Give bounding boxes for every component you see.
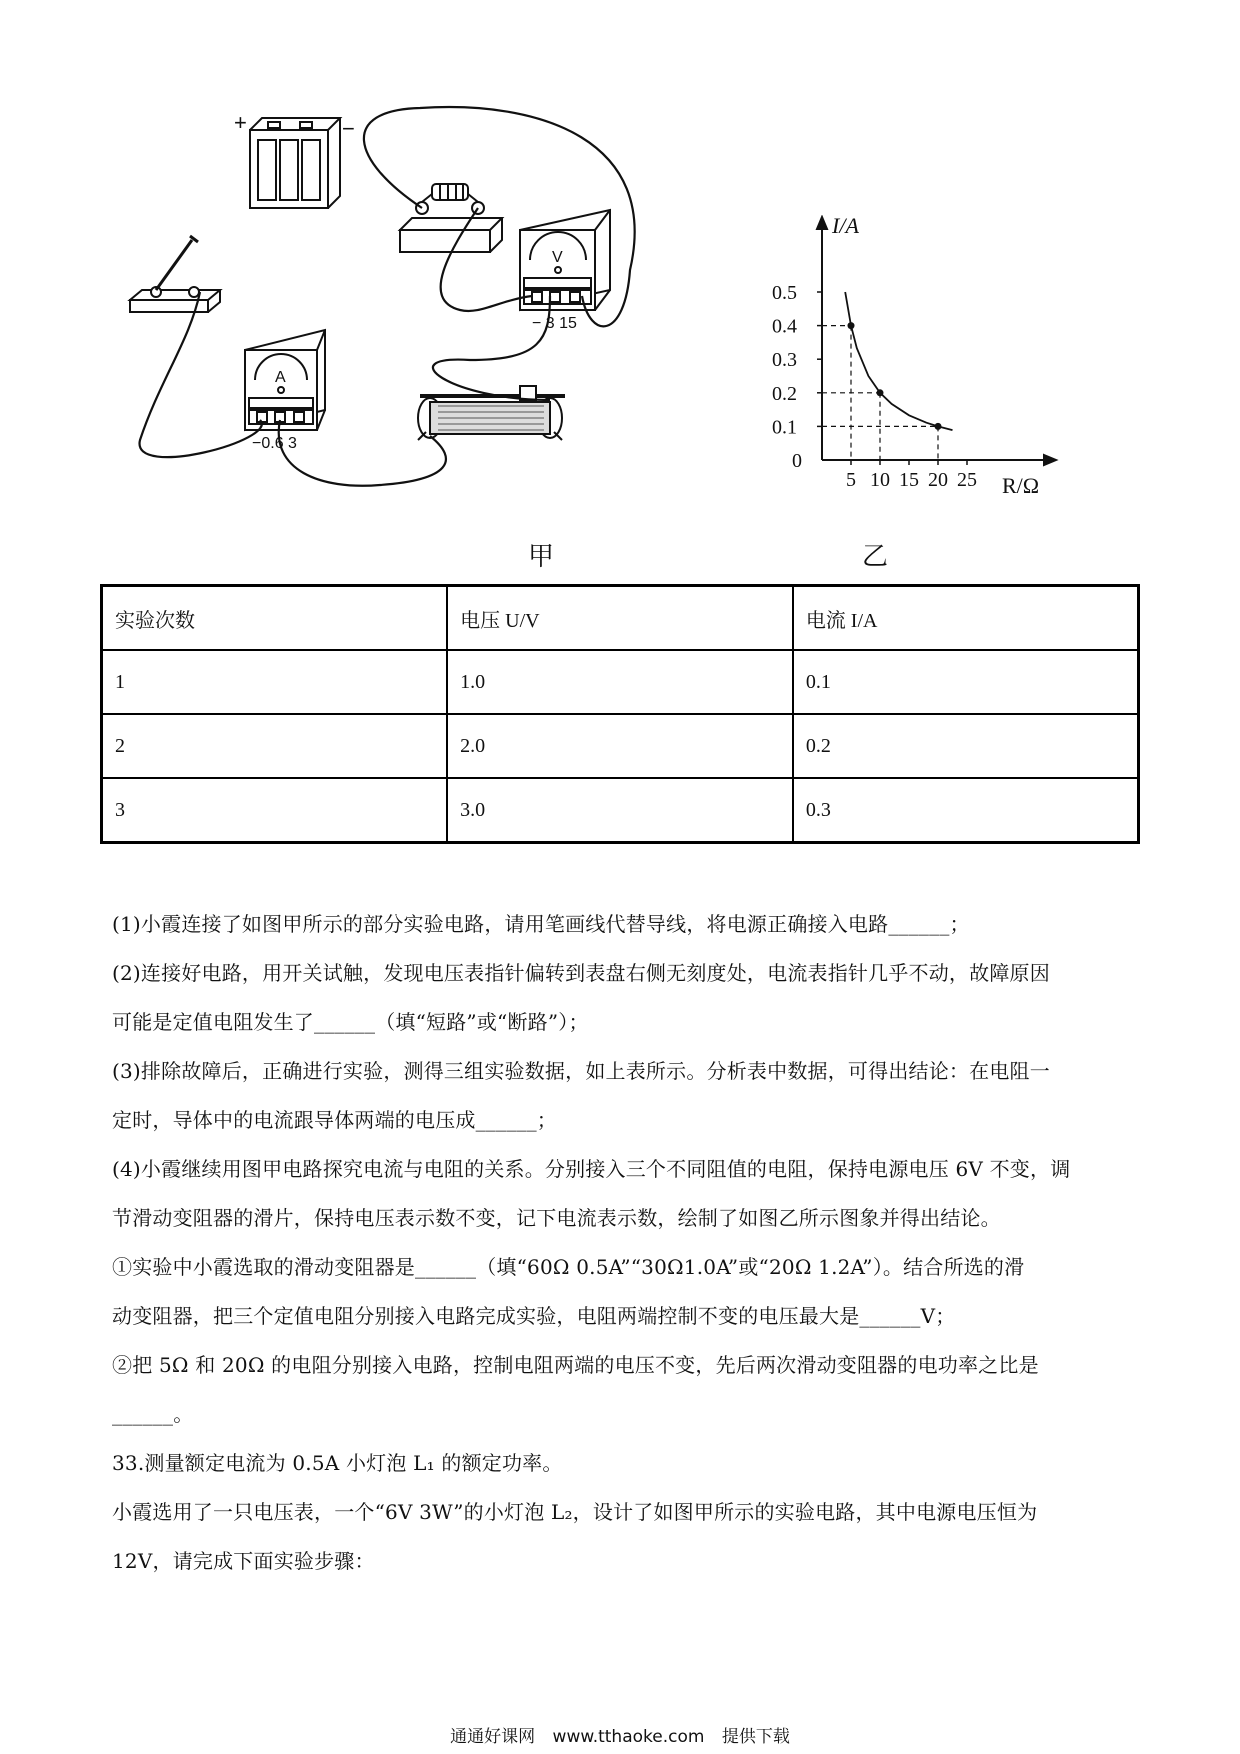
- circuit-figure-jia: [120, 100, 730, 570]
- table-row: [102, 778, 1139, 843]
- figure-yi-caption: 乙: [862, 542, 889, 572]
- table-header-cell: 电压 U/V: [447, 586, 793, 651]
- origin-label: 0: [792, 450, 802, 472]
- x-tick-label: 25: [957, 469, 977, 491]
- page-footer: [0, 1722, 1240, 1747]
- voltmeter-terminal-labels: − 3 15: [532, 315, 577, 332]
- data-point: [877, 389, 884, 396]
- question-33-line-2: 12V，请完成下面实验步骤：: [112, 1549, 375, 1573]
- table-cell: 0.3: [793, 778, 1139, 843]
- question-3-line-1: (3)排除故障后，正确进行实验，测得三组实验数据，如上表所示。分析表中数据，可得出结论：在电阻一: [112, 1059, 1050, 1083]
- x-tick-label: 15: [899, 469, 919, 491]
- question-3-line-2: 定时，导体中的电流跟导体两端的电压成______；: [112, 1108, 557, 1132]
- y-tick-label: 0.1: [772, 416, 797, 439]
- table-cell: 0.1: [793, 650, 1139, 714]
- table-row: [102, 714, 1139, 778]
- question-1: (1)小霞连接了如图甲所示的部分实验电路，请用笔画线代替导线，将电源正确接入电路______；: [112, 912, 970, 936]
- series-line: [845, 292, 952, 430]
- battery-minus-label: −: [342, 116, 355, 141]
- x-tick-label: 10: [870, 469, 890, 491]
- data-table: [100, 584, 1140, 844]
- table-cell: 2: [102, 714, 448, 778]
- table-row: [102, 650, 1139, 714]
- question-33-title: 33.测量额定电流为 0.5A 小灯泡 L₁ 的额定功率。: [112, 1451, 563, 1475]
- table-header-cell: 实验次数: [102, 586, 448, 651]
- table-header-row: [102, 586, 1139, 651]
- y-tick-label: 0.2: [772, 382, 797, 405]
- question-33-line-1: 小霞选用了一只电压表，一个“6V 3W”的小灯泡 L₂，设计了如图甲所示的实验电路，其中电源电压恒为: [112, 1500, 1038, 1524]
- x-axis-arrow: [1044, 455, 1056, 465]
- switch-icon: [130, 236, 220, 312]
- question-2-line-2: 可能是定值电阻发生了______（填“短路”或“断路”）；: [112, 1010, 589, 1034]
- battery-plus-label: +: [234, 110, 247, 135]
- voltmeter-symbol: V: [552, 249, 563, 266]
- table-cell: 3.0: [447, 778, 793, 843]
- fixed-resistor-icon: [400, 184, 502, 252]
- voltmeter-icon: [520, 210, 610, 310]
- y-tick-label: 0.5: [772, 282, 797, 304]
- question-4-line-1: (4)小霞继续用图甲电路探究电流与电阻的关系。分别接入三个不同阻值的电阻，保持电源电压 6V 不变，调: [112, 1157, 1071, 1181]
- x-tick-label: 5: [846, 469, 856, 491]
- y-tick-label: 0.3: [772, 349, 797, 372]
- question-4-2-line-2: ______。: [112, 1402, 194, 1426]
- x-tick-label: 20: [928, 469, 948, 491]
- question-4-line-2: 节滑动变阻器的滑片，保持电压表示数不变，记下电流表示数，绘制了如图乙所示图象并得出结论。: [112, 1206, 1001, 1230]
- x-axis-label: R/Ω: [1002, 473, 1040, 498]
- question-4-1-line-2: 动变阻器，把三个定值电阻分别接入电路完成实验，电阻两端控制不变的电压最大是______V；: [112, 1304, 956, 1328]
- ammeter-terminal-labels: −0.6 3: [252, 435, 297, 452]
- y-axis-label: I/A: [832, 215, 859, 238]
- table-cell: 3: [102, 778, 448, 843]
- footer-note: 提供下载: [721, 1727, 790, 1747]
- figure-jia-caption: 甲: [528, 542, 555, 572]
- table-cell: 2.0: [447, 714, 793, 778]
- table-cell: 0.2: [793, 714, 1139, 778]
- data-point: [935, 423, 942, 430]
- question-4-1-line-1: ①实验中小霞选取的滑动变阻器是______（填“60Ω 0.5A”“30Ω1.0A”或“20Ω 1.2A”）。结合所选的滑: [112, 1255, 1025, 1279]
- table-cell: 1.0: [447, 650, 793, 714]
- battery-icon: [250, 118, 340, 208]
- y-axis-arrow: [817, 217, 827, 229]
- question-2-line-1: (2)连接好电路，用开关试触，发现电压表指针偏转到表盘右侧无刻度处，电流表指针几乎不动，故障原因: [112, 961, 1050, 985]
- data-point: [848, 322, 855, 329]
- footer-site-name: 通通好课网: [450, 1727, 536, 1747]
- table-cell: 1: [102, 650, 448, 714]
- chart-figure-yi: [770, 215, 1070, 505]
- table-header-cell: 电流 I/A: [793, 586, 1139, 651]
- y-tick-label: 0.4: [772, 315, 797, 338]
- footer-url[interactable]: www.tthaoke.com: [552, 1727, 705, 1747]
- ammeter-symbol: A: [275, 369, 286, 386]
- question-4-2-line-1: ②把 5Ω 和 20Ω 的电阻分别接入电路，控制电阻两端的电压不变，先后两次滑动变阻器的电功率之比是: [112, 1353, 1039, 1377]
